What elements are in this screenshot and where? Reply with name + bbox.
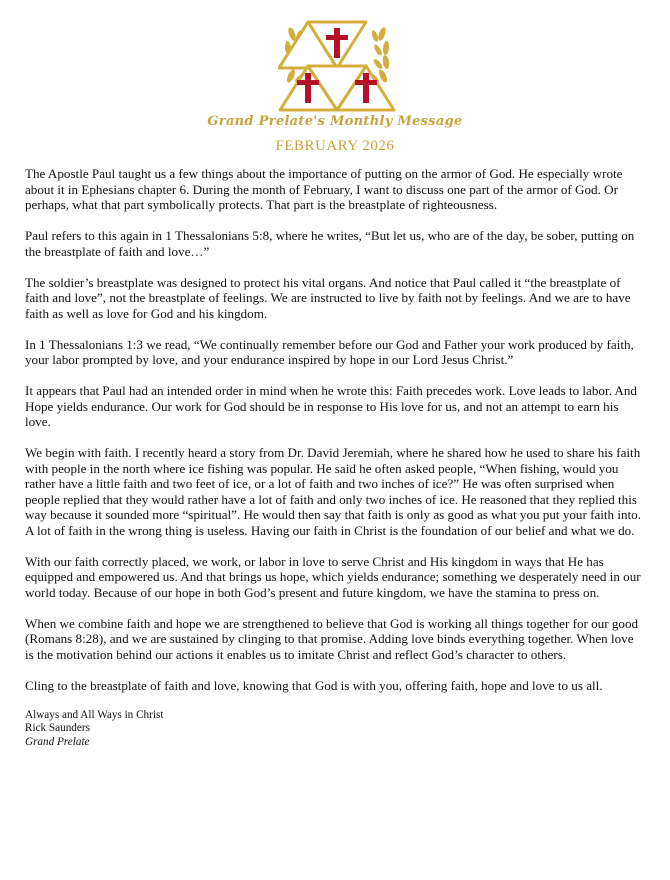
page-title: Grand Prelate's Monthly Message bbox=[207, 114, 463, 129]
issue-date: FEBRUARY 2026 bbox=[275, 138, 395, 154]
paragraph: With our faith correctly placed, we work, or labor in love to serve Christ and His kingdom in ways that He has equipped and empowered us. And that brings us hope, which yields endurance; something we desperately need in our world today. Because of our hope in both God’s present and future kingdom, we have the stamina to press on. bbox=[25, 553, 641, 600]
signature-block bbox=[25, 709, 645, 750]
paragraph: It appears that Paul had an intended order in mind when he wrote this: Faith precedes work. Love leads to labor. And Hope yields endurance. Our work for God should be in response to His love for us, and not an attempt to earn his love. bbox=[25, 383, 637, 429]
closing-line: Always and All Ways in Christ bbox=[25, 708, 164, 721]
paragraph: We begin with faith. I recently heard a story from Dr. David Jeremiah, where he shared how he used to share his faith with people in the north where ice fishing was popular. He said he often asked people, “When fishing, would you rather have a little faith and two feet of ice, or a lot of faith and two inches of ice?” He was often surprised when people replied that they would rather have a lot of faith and only two inches of ice. He reasoned that they replied this way because it sounded more “spiritual”. He would then say that faith is only as good as what you put your faith into. A lot of faith in the wrong thing is useless. Having our faith in Christ is the foundation of our belief and what we do. bbox=[25, 445, 642, 538]
message-body bbox=[25, 166, 645, 749]
paragraph: Paul refers to this again in 1 Thessalonians 5:8, where he writes, “But let us, who are of the day, be sober, putting on the breastplate of faith and love…” bbox=[25, 228, 635, 259]
paragraph: In 1 Thessalonians 1:3 we read, “We continually remember before our God and Father your work produced by faith, your labor prompted by love, and your endurance inspired by hope in our Lord Jesus Christ.” bbox=[25, 336, 634, 367]
triple-cross-triangle-emblem bbox=[278, 12, 396, 118]
paragraph: The Apostle Paul taught us a few things about the importance of putting on the armor of God. He especially wrote about it in Ephesians chapter 6. During the month of February, I want to discuss one part of the armor of God. Or perhaps, what that part symbolically protects. That part is the breastplate of righteousness. bbox=[25, 166, 623, 212]
author-name: Rick Saunders bbox=[25, 722, 90, 734]
paragraph: The soldier’s breastplate was designed to protect his vital organs. And notice that Paul called it “the breastplate of faith and love”, not the breastplate of feelings. We are instructed to live by faith not by feelings. And we are to have faith as well as love for God and his kingdom. bbox=[25, 274, 631, 321]
paragraph: Cling to the breastplate of faith and love, knowing that God is with you, offering faith, hope and love to us all. bbox=[25, 677, 603, 693]
author-role: Grand Prelate bbox=[25, 735, 90, 748]
paragraph: When we combine faith and hope we are strengthened to believe that God is working all things together for our good (Romans 8:28), and we are sustained by clinging to that promise. Adding love binds everything together. When love is the motivation behind our actions it enables us to imitate Christ and reflect God’s character to others. bbox=[25, 615, 639, 662]
